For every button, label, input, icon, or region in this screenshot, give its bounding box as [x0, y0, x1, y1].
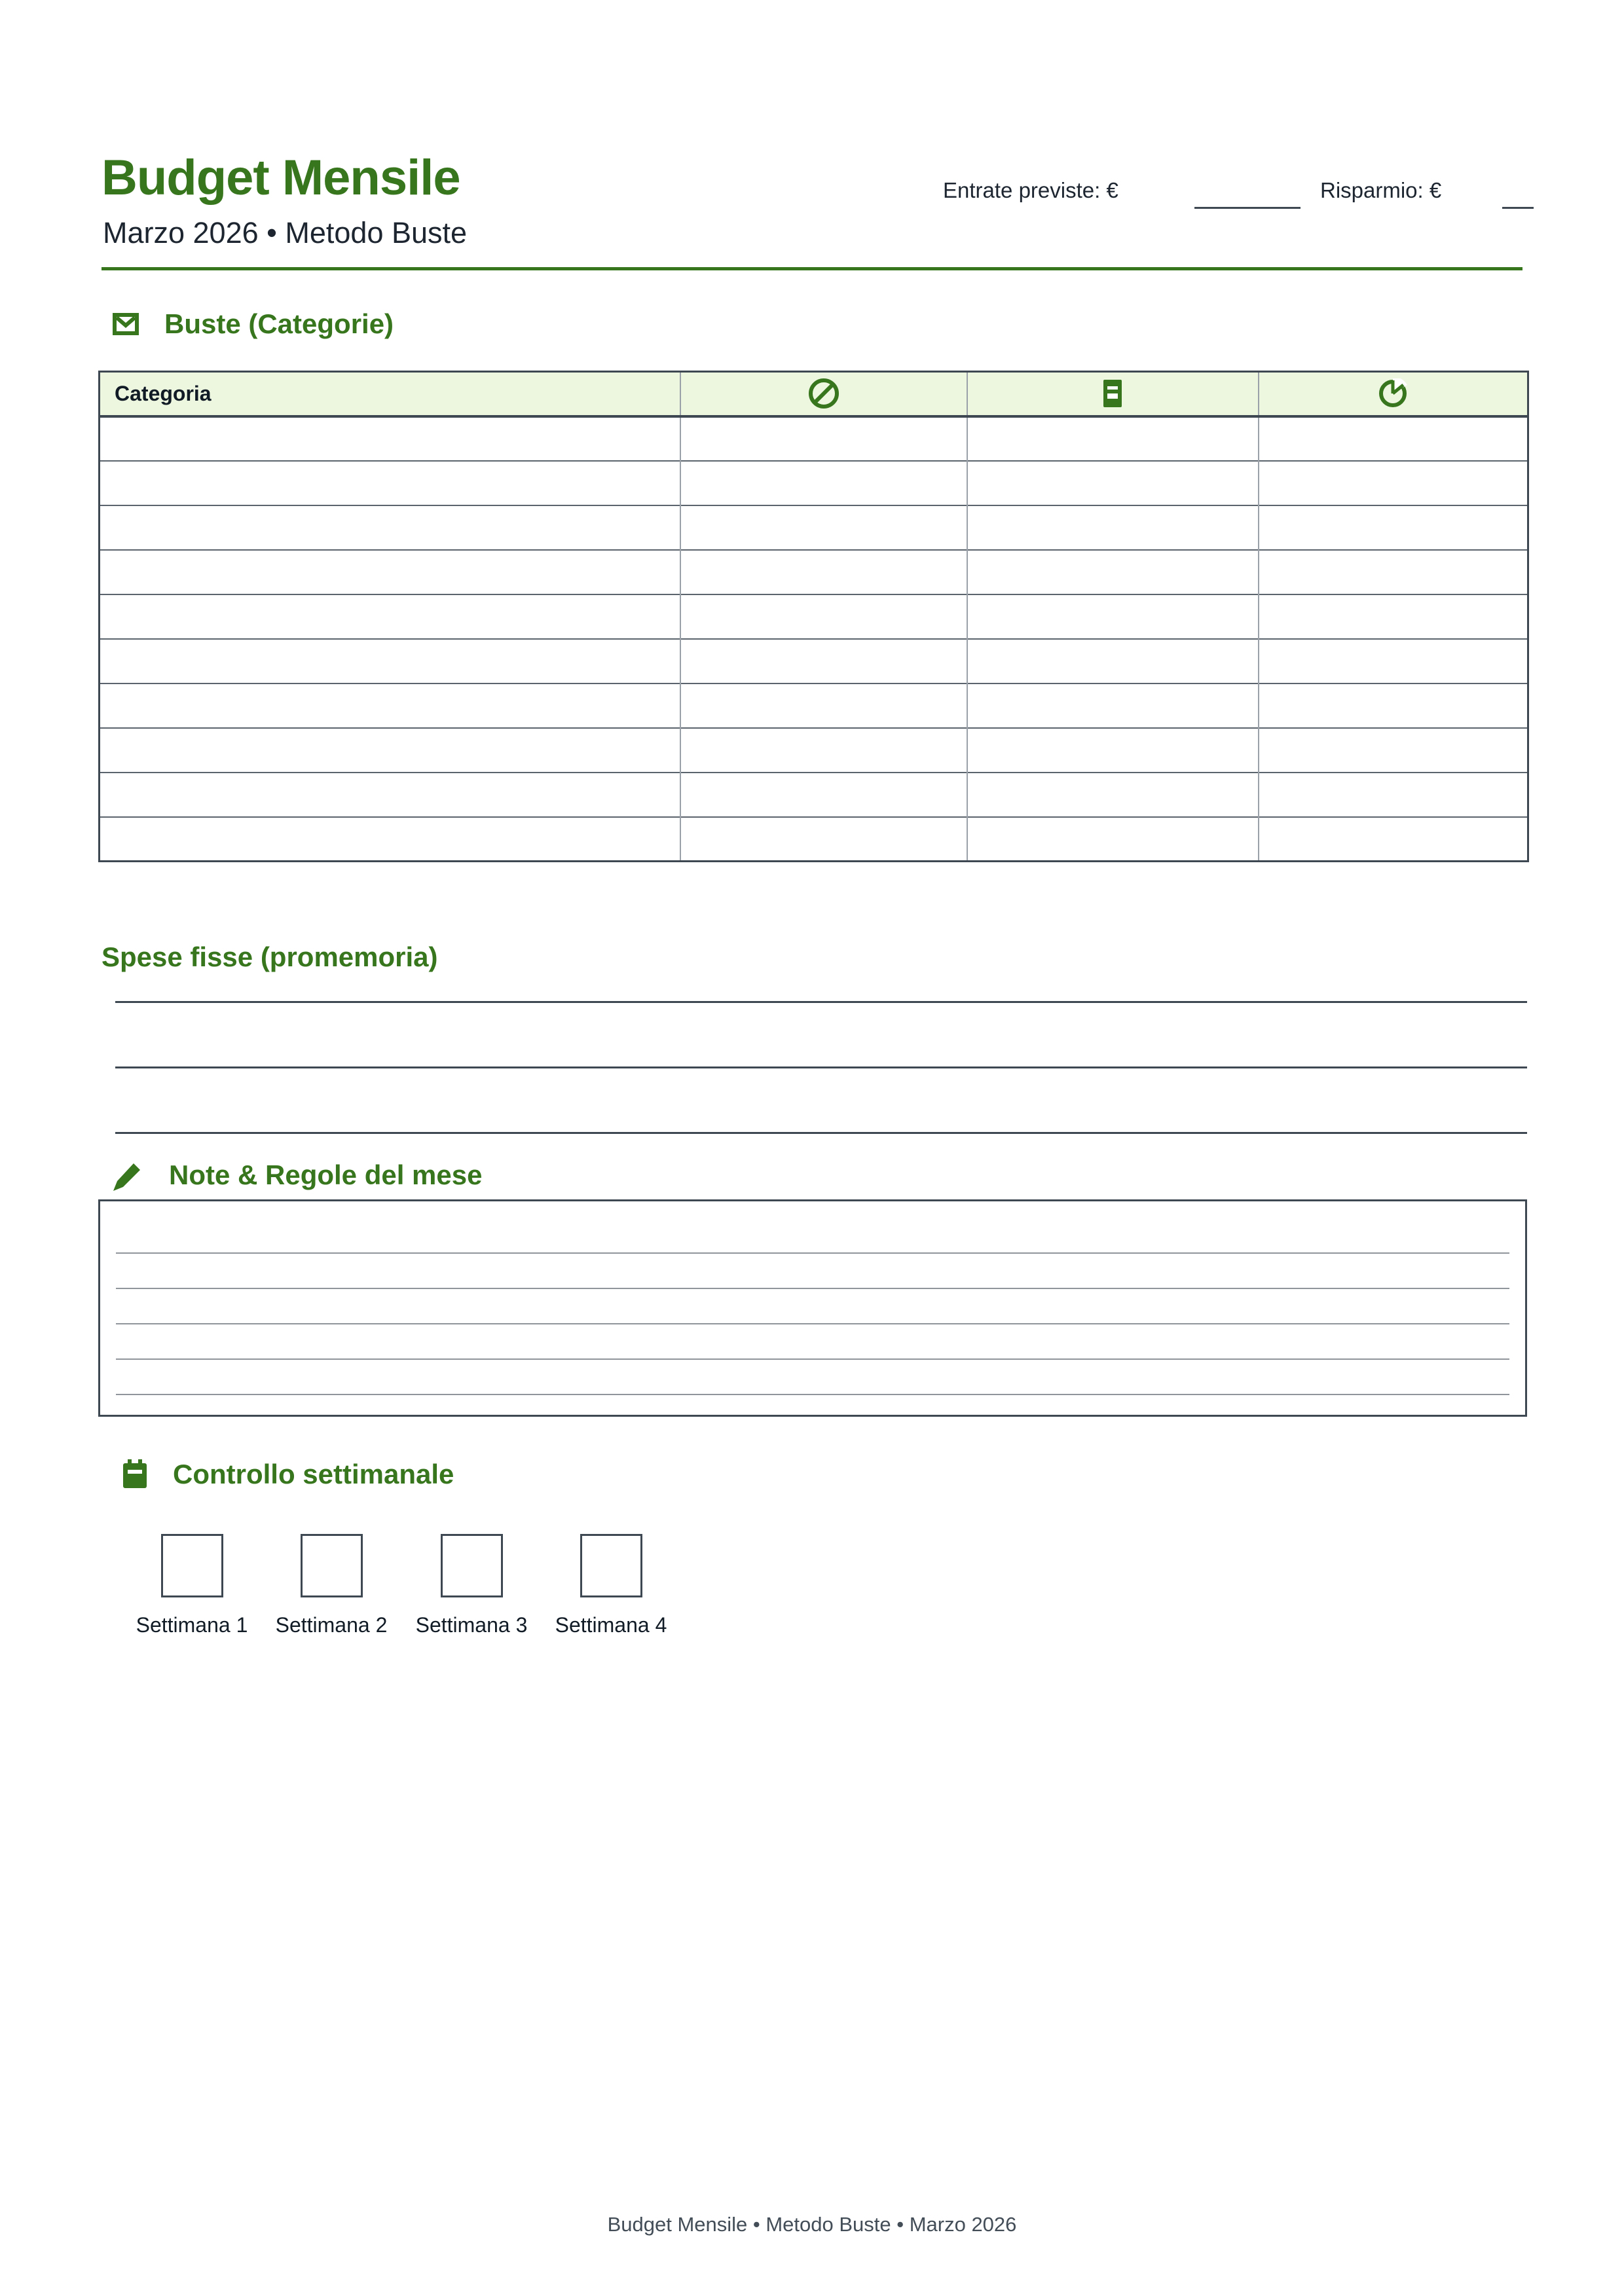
empty-cell[interactable] — [1259, 505, 1528, 550]
empty-cell[interactable] — [1259, 639, 1528, 683]
week-1-checkbox[interactable] — [161, 1534, 223, 1597]
empty-cell[interactable] — [680, 639, 967, 683]
page-subtitle: Marzo 2026 • Metodo Buste — [103, 216, 468, 249]
envelope-table-body — [100, 416, 1528, 862]
envelope-table-empty-row — [100, 550, 1528, 594]
header-divider — [101, 267, 1522, 270]
empty-cell[interactable] — [680, 550, 967, 594]
empty-cell[interactable] — [967, 773, 1259, 817]
week-4-label: Settimana 4 — [555, 1613, 667, 1637]
envelope-table-empty-row — [100, 817, 1528, 862]
empty-cell[interactable] — [100, 594, 680, 639]
empty-cell[interactable] — [100, 416, 680, 461]
expected-income-blank-line[interactable] — [1194, 207, 1301, 209]
empty-cell[interactable] — [100, 461, 680, 505]
empty-cell[interactable] — [967, 728, 1259, 773]
empty-cell[interactable] — [680, 461, 967, 505]
empty-cell[interactable] — [967, 639, 1259, 683]
empty-cell[interactable] — [967, 817, 1259, 862]
envelope-table-header-row — [100, 372, 1528, 416]
week-4-checkbox[interactable] — [580, 1534, 642, 1597]
blank-line[interactable] — [115, 1001, 1527, 1003]
envelope-table-empty-row — [100, 594, 1528, 639]
envelope-table-empty-row — [100, 639, 1528, 683]
receipt-icon — [1103, 379, 1122, 408]
empty-cell[interactable] — [680, 505, 967, 550]
empty-cell[interactable] — [680, 416, 967, 461]
empty-cell[interactable] — [680, 773, 967, 817]
column-header-category — [100, 372, 680, 416]
empty-cell[interactable] — [967, 550, 1259, 594]
envelope-table-empty-row — [100, 773, 1528, 817]
empty-cell[interactable] — [1259, 594, 1528, 639]
envelope-icon — [112, 312, 139, 336]
empty-cell[interactable] — [680, 683, 967, 728]
empty-cell[interactable] — [1259, 416, 1528, 461]
calendar-icon — [122, 1459, 148, 1489]
empty-cell[interactable] — [967, 461, 1259, 505]
fixed-expenses-heading: Spese fisse (promemoria) — [101, 941, 438, 972]
envelope-table — [98, 371, 1529, 862]
empty-cell[interactable] — [1259, 728, 1528, 773]
pie-chart-icon — [1378, 378, 1408, 409]
empty-cell[interactable] — [967, 683, 1259, 728]
week-2-checkbox[interactable] — [301, 1534, 363, 1597]
notes-section-title: Note & Regole del mese — [169, 1159, 483, 1190]
expected-income-label: Entrate previste: € — [943, 178, 1118, 202]
fixed-expenses-lines — [115, 1001, 1527, 1134]
empty-cell[interactable] — [967, 505, 1259, 550]
notes-section-heading — [109, 1152, 482, 1198]
page-footer: Budget Mensile • Metodo Buste • Marzo 2026 — [607, 2213, 1017, 2236]
week-item — [259, 1534, 403, 1637]
week-item — [539, 1534, 683, 1637]
notes-box[interactable] — [98, 1199, 1527, 1417]
empty-cell[interactable] — [100, 773, 680, 817]
blank-line[interactable] — [115, 1132, 1527, 1134]
blank-line[interactable] — [116, 1288, 1509, 1289]
empty-cell[interactable] — [680, 594, 967, 639]
empty-cell[interactable] — [100, 550, 680, 594]
envelopes-section-heading — [112, 302, 394, 346]
savings-blank-line[interactable] — [1502, 207, 1534, 209]
blank-line[interactable] — [116, 1394, 1509, 1395]
blocked-circle-icon — [808, 378, 840, 409]
savings-label: Risparmio: € — [1320, 178, 1442, 202]
empty-cell[interactable] — [1259, 550, 1528, 594]
week-3-label: Settimana 3 — [415, 1613, 528, 1637]
empty-cell[interactable] — [100, 817, 680, 862]
page-title: Budget Mensile — [101, 150, 460, 206]
empty-cell[interactable] — [967, 594, 1259, 639]
envelope-table-empty-row — [100, 416, 1528, 461]
column-header-budget — [680, 372, 967, 416]
notes-ruled-lines — [116, 1252, 1509, 1395]
column-header-spent — [967, 372, 1259, 416]
empty-cell[interactable] — [100, 505, 680, 550]
blank-line[interactable] — [115, 1066, 1527, 1068]
blank-line[interactable] — [116, 1252, 1509, 1254]
empty-cell[interactable] — [100, 639, 680, 683]
blank-line[interactable] — [116, 1323, 1509, 1324]
blank-line[interactable] — [116, 1358, 1509, 1360]
weekly-check-section-title: Controllo settimanale — [173, 1459, 454, 1489]
week-item — [399, 1534, 544, 1637]
envelope-table-empty-row — [100, 461, 1528, 505]
envelope-table-empty-row — [100, 505, 1528, 550]
empty-cell[interactable] — [1259, 773, 1528, 817]
pencil-icon — [109, 1157, 144, 1193]
category-column-label: Categoria — [115, 381, 212, 405]
empty-cell[interactable] — [680, 728, 967, 773]
envelope-table-empty-row — [100, 728, 1528, 773]
empty-cell[interactable] — [680, 817, 967, 862]
empty-cell[interactable] — [100, 728, 680, 773]
empty-cell[interactable] — [1259, 683, 1528, 728]
empty-cell[interactable] — [1259, 817, 1528, 862]
week-item — [120, 1534, 264, 1637]
empty-cell[interactable] — [1259, 461, 1528, 505]
column-header-remaining — [1259, 372, 1528, 416]
empty-cell[interactable] — [100, 683, 680, 728]
week-1-label: Settimana 1 — [136, 1613, 248, 1637]
envelopes-section-title: Buste (Categorie) — [164, 308, 394, 339]
weekly-check-section-heading — [122, 1455, 454, 1494]
week-3-checkbox[interactable] — [441, 1534, 503, 1597]
week-2-label: Settimana 2 — [275, 1613, 388, 1637]
empty-cell[interactable] — [967, 416, 1259, 461]
envelope-table-empty-row — [100, 683, 1528, 728]
